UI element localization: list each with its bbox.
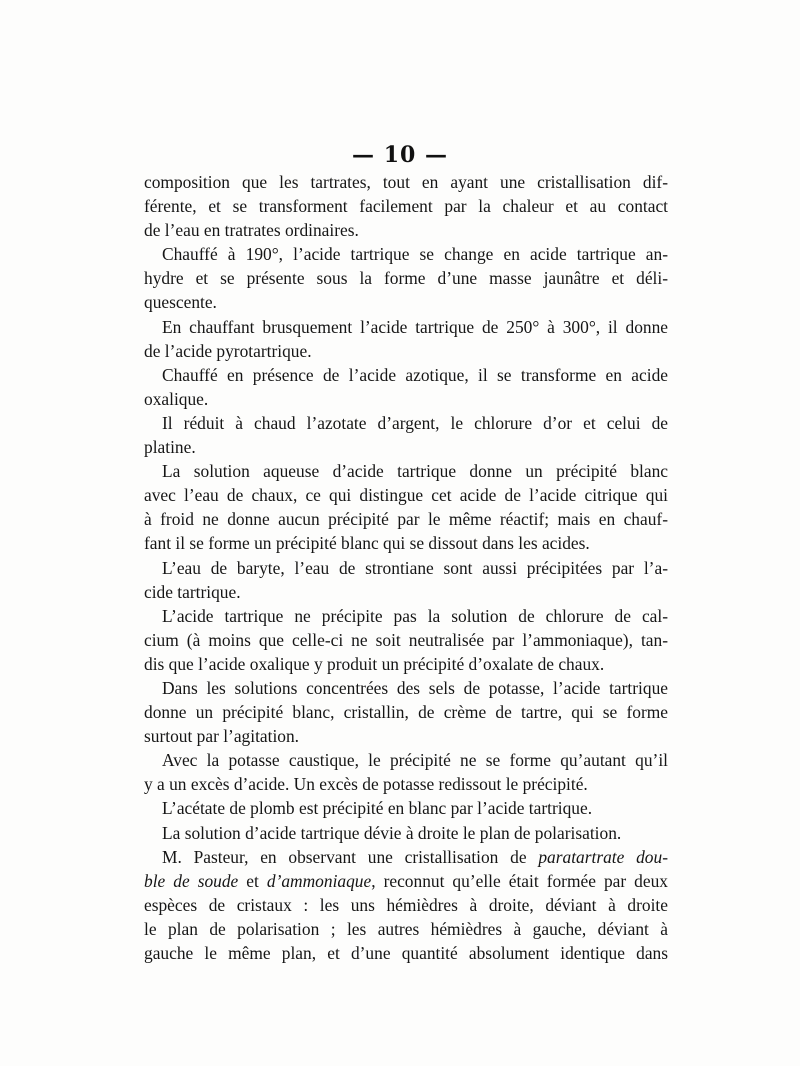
text-line: de l’acide pyrotartrique. <box>144 340 312 361</box>
text-line: férente, et se transforment facilement par la chaleur et au contact <box>144 196 668 217</box>
text-line: Chauffé en présence de l’acide azotique, il se transforme en acide <box>162 364 668 385</box>
text-line: surtout par l’agitation. <box>144 726 300 747</box>
text-line: fant il se forme un précipité blanc qui se dissout dans les acides. <box>144 533 590 554</box>
page-number: — 10 — <box>352 142 448 168</box>
text-line: avec l’eau de chaux, ce qui distingue cet acide de l’acide citrique qui <box>144 485 668 506</box>
paragraph <box>144 676 668 748</box>
italic-term: ble de soude <box>144 870 239 891</box>
text-line: Il réduit à chaud l’azotate d’argent, le chlorure d’or et celui de <box>162 412 668 433</box>
text-fragment: M. Pasteur, en observant une cristallisation de <box>162 846 539 867</box>
paragraph-pasteur <box>144 845 668 965</box>
text-line: En chauffant brusquement l’acide tartrique de 250° à 300°, il donne <box>162 316 668 337</box>
text-line: La solution aqueuse d’acide tartrique donne un précipité blanc <box>162 461 668 482</box>
text-line: le plan de polarisation ; les autres hémièdres à gauche, déviant à <box>144 918 668 939</box>
text-line: L’acétate de plomb est précipité en blanc par l’acide tartrique. <box>162 798 593 819</box>
italic-term: d’ammoniaque <box>266 870 372 891</box>
text-line: cide tartrique. <box>144 581 241 602</box>
paragraph <box>144 411 668 459</box>
text-line: gauche le même plan, et d’une quantité absolument identique dans <box>144 943 668 963</box>
text-line: Avec la potasse caustique, le précipité ne se forme qu’autant qu’il <box>162 750 668 771</box>
text-line: oxalique. <box>144 388 209 409</box>
text-line: composition que les tartrates, tout en ayant une cristallisation dif- <box>144 172 668 192</box>
text-line: y a un excès d’acide. Un excès de potasse redissout le précipité. <box>144 774 588 795</box>
paragraph <box>144 821 668 845</box>
paragraph <box>144 459 668 555</box>
text-line: de l’eau en tratrates ordinaires. <box>144 220 359 241</box>
text-line: L’eau de baryte, l’eau de strontiane sont aussi précipitées par l’a- <box>162 557 668 578</box>
text-line: donne un précipité blanc, cristallin, de crème de tartre, qui se forme <box>144 702 668 723</box>
paragraph <box>144 242 668 314</box>
text-line: Dans les solutions concentrées des sels de potasse, l’acide tartrique <box>162 677 668 698</box>
text-line: L’acide tartrique ne précipite pas la solution de chlorure de cal- <box>162 605 668 626</box>
paragraph <box>144 748 668 796</box>
paragraph <box>144 604 668 676</box>
text-line: hydre et se présente sous la forme d’une masse jaunâtre et déli- <box>144 268 668 289</box>
text-line: espèces de cristaux : les uns hémièdres à droite, déviant à droite <box>144 894 668 915</box>
text-line: Chauffé à 190°, l’acide tartrique se change en acide tartrique an- <box>162 244 668 265</box>
body-text <box>144 170 668 965</box>
paragraphs-container <box>144 170 668 845</box>
paragraph <box>144 796 668 820</box>
text-line: platine. <box>144 437 196 458</box>
text-line: quescente. <box>144 292 217 313</box>
text-line <box>144 869 668 893</box>
text-line: à froid ne donne aucun précipité par le même réactif; mais en chauf- <box>144 509 668 530</box>
paragraph <box>144 315 668 363</box>
text-fragment: , reconnut qu’elle était formée par deux <box>371 870 668 891</box>
text-line: cium (à moins que celle-ci ne soit neutralisée par l’ammoniaque), tan- <box>144 629 668 650</box>
text-line <box>144 845 668 869</box>
paragraph <box>144 556 668 604</box>
text-line: dis que l’acide oxalique y produit un précipité d’oxalate de chaux. <box>144 653 605 674</box>
italic-term: paratartrate dou- <box>538 846 668 867</box>
paragraph <box>144 170 668 242</box>
paragraph <box>144 363 668 411</box>
text-line: La solution d’acide tartrique dévie à droite le plan de polarisation. <box>162 822 622 843</box>
text-fragment: et <box>238 870 267 891</box>
